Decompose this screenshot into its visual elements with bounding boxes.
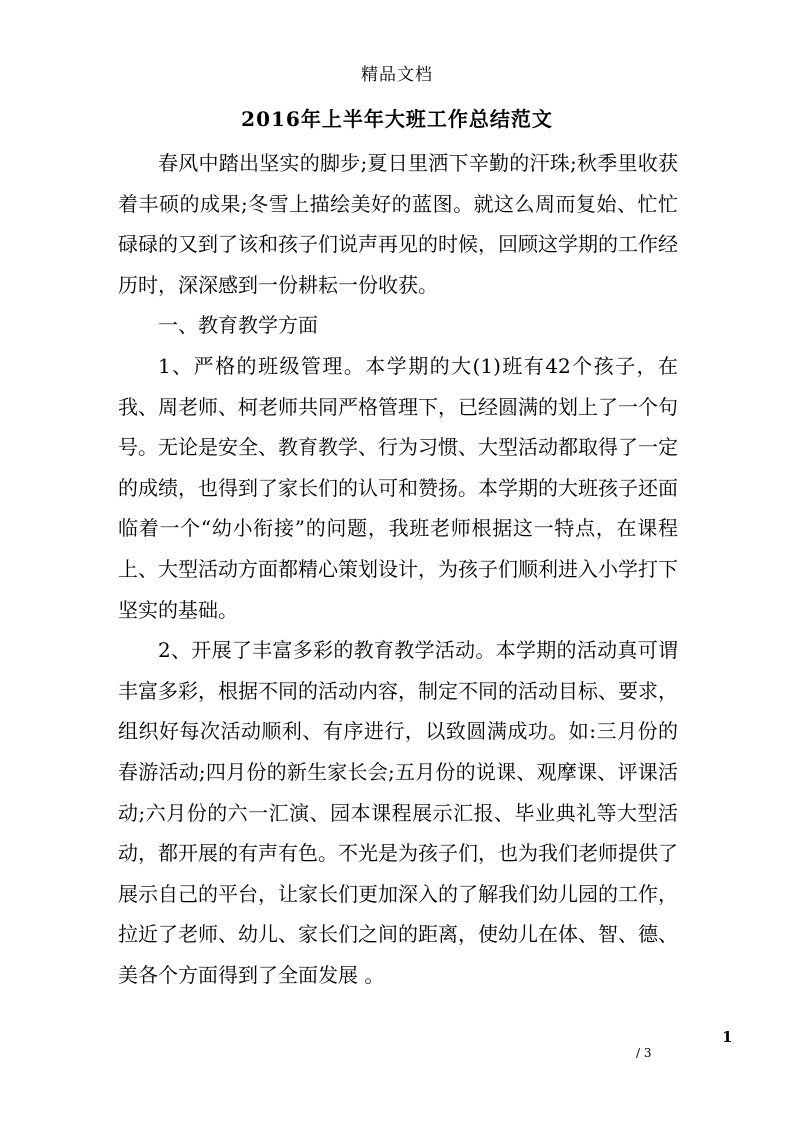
document-title: 2016年上半年大班工作总结范文 — [241, 107, 553, 131]
paragraph-activities: 2、开展了丰富多彩的教育教学活动。本学期的活动真可谓丰富多彩，根据不同的活动内容，制定不同的活动目标、要求，组织好每次活动顺利、有序进行，以致圆满成功。如:三月份的春游活动;四月份的新生家长会;五月份的说课、观摩课、评课活动;六月份的六一汇演、园本课程展示汇报、毕业典礼等大型活动，都开展的有声有色。不光是为孩子们，也为我们老师提供了展示自己的平台，让家长们更加深入的了解我们幼儿园的工作，拉近了老师、幼儿、家长们之间的距离，使幼儿在体、智、德、美各个方面得到了全面发展 。 — [118, 638, 678, 987]
paragraph-class-management: 1、严格的班级管理。本学期的大(1)班有42个孩子，在我、周老师、柯老师共同严格管理下，已经圆满的划上了一个句号。无论是安全、教育教学、行为习惯、大型活动都取得了一定的成绩，也得到了家长们的认可和赞扬。本学期的大班孩子还面临着一个“幼小衔接”的问题，我班老师根据这一特点，在课程上、大型活动方面都精心策划设计，为孩子们顺利进入小学打下坚实的基础。 — [118, 353, 678, 622]
paragraph-intro: 春风中踏出坚实的脚步;夏日里洒下辛勤的汗珠;秋季里收获着丰硕的成果;冬雪上描绘美好的蓝图。就这么周而复始、忙忙碌碌的又到了该和孩子们说声再见的时候，回顾这学期的工作经历时，深深感到一份耕耘一份收获。 — [118, 151, 678, 297]
section-heading: 一、教育教学方面 — [158, 313, 318, 338]
document-body — [118, 143, 678, 995]
page-total: / 3 — [636, 1046, 652, 1060]
page-number: 1 — [722, 1028, 733, 1046]
page-header: 精品文档 — [361, 65, 433, 85]
